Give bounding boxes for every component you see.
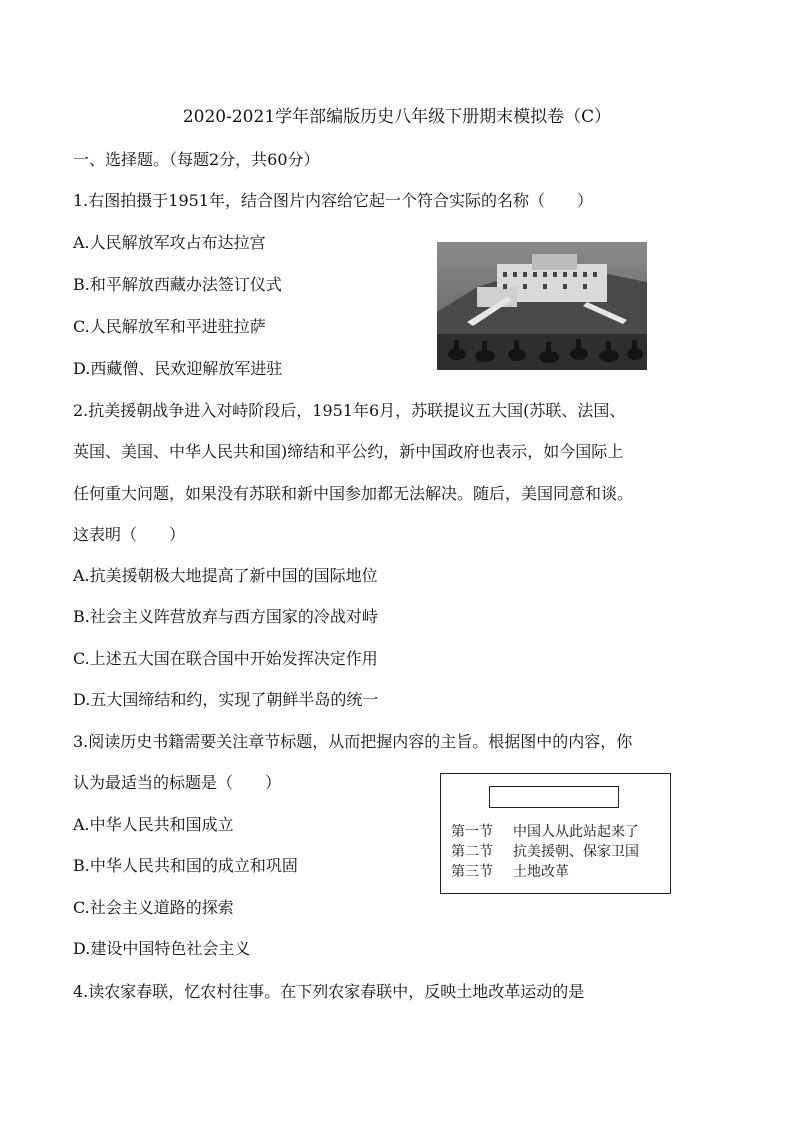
q1-stem: 1.右图拍摄于1951年，结合图片内容给它起一个符合实际的名称（ ） [73,191,593,210]
toc-row [451,843,639,861]
toc-section-label: 第一节 [451,824,493,840]
toc-section-label: 第三节 [451,864,493,880]
q3-option-c: C.社会主义道路的探索 [73,898,234,917]
toc-section-label: 第二节 [451,844,493,860]
q1-option-b: B.和平解放西藏办法签订仪式 [73,275,282,294]
toc-section-text: 中国人从此站起来了 [513,824,639,840]
toc-section-text: 抗美援朝、保家卫国 [513,844,639,860]
q2-stem-line-4: 这表明（ ） [73,525,186,544]
chapter-toc-box [440,773,671,894]
q2-option-d: D.五大国缔结和约，实现了朝鲜半岛的统一 [73,690,379,709]
toc-section-text: 土地改革 [513,864,569,880]
q4-stem: 4.读农家春联，忆农村往事。在下列农家春联中，反映土地改革运动的是 [73,982,585,1001]
q3-stem-line-1: 3.阅读历史书籍需要关注章节标题，从而把握内容的主旨。根据图中的内容，你 [73,732,633,751]
q1-option-d: D.西藏僧、民欢迎解放军进驻 [73,359,283,378]
toc-row [451,863,569,881]
q3-option-a: A.中华人民共和国成立 [73,815,234,834]
q3-stem-line-2: 认为最适当的标题是（ ） [73,773,282,792]
toc-row [451,823,639,841]
q3-option-d: D.建设中国特色社会主义 [73,939,251,958]
q1-option-a: A.人民解放军攻占布达拉宫 [73,233,266,252]
q2-stem-line-2: 英国、美国、中华人民共和国)缔结和平公约，新中国政府也表示，如今国际上 [73,442,624,461]
q1-option-c: C.人民解放军和平进驻拉萨 [73,317,266,336]
q2-option-b: B.社会主义阵营放弃与西方国家的冷战对峙 [73,607,378,626]
q3-option-b: B.中华人民共和国的成立和巩固 [73,856,298,875]
q2-stem-line-1: 2.抗美援朝战争进入对峙阶段后，1951年6月，苏联提议五大国(苏联、法国、 [73,401,626,420]
q2-stem-line-3: 任何重大问题，如果没有苏联和新中国参加都无法解决。随后，美国同意和谈。 [73,484,634,503]
chapter-title-blank [489,786,619,808]
potala-palace-photo [437,242,647,370]
section-heading: 一、选择题。（每题2分，共60分） [73,150,320,169]
q2-option-c: C.上述五大国在联合国中开始发挥决定作用 [73,649,378,668]
exam-title: 2020-2021学年部编版历史八年级下册期末模拟卷（C） [182,107,612,127]
q2-option-a: A.抗美援朝极大地提高了新中国的国际地位 [73,566,378,585]
